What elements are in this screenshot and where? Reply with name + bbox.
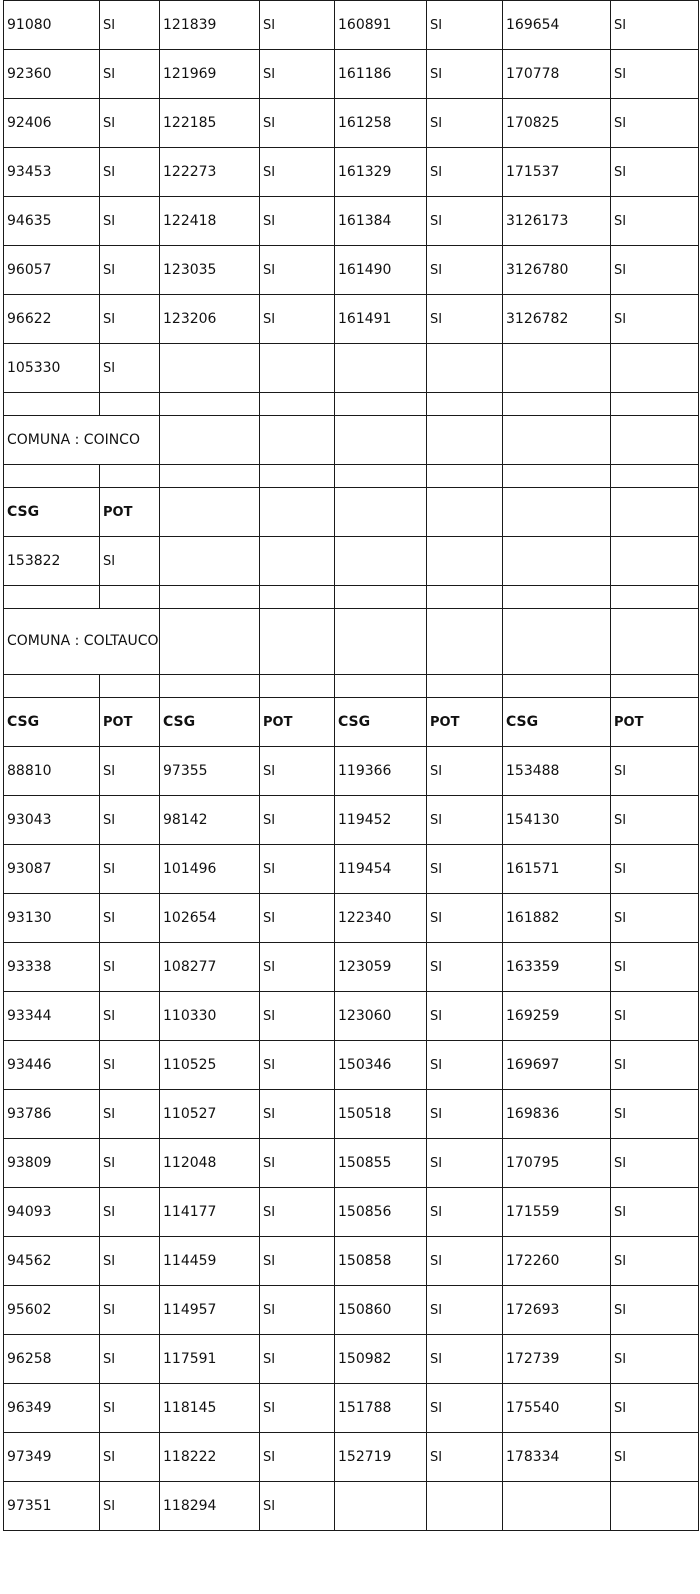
pot-cell: SI [260,894,335,943]
csg-cell: 170778 [503,50,611,99]
csg-cell: 119454 [335,845,427,894]
pot-cell: SI [611,197,699,246]
csg-cell: 117591 [160,1335,260,1384]
pot-cell: SI [100,1286,160,1335]
csg-cell: 169654 [503,1,611,50]
pot-cell: SI [100,1482,160,1531]
pot-cell: SI [260,1433,335,1482]
pot-cell: SI [260,1090,335,1139]
csg-cell: 121969 [160,50,260,99]
pot-cell: SI [260,1384,335,1433]
empty-cell [160,537,260,586]
pot-cell: SI [260,295,335,344]
csg-cell: 96258 [4,1335,100,1384]
pot-cell: SI [260,747,335,796]
pot-cell: SI [611,1139,699,1188]
pot-cell: SI [100,1433,160,1482]
empty-cell [260,675,335,698]
csg-cell: 114459 [160,1237,260,1286]
csg-cell: 123060 [335,992,427,1041]
comuna-title: COMUNA : COINCO [4,416,160,465]
csg-cell: 171537 [503,148,611,197]
pot-cell: SI [260,1335,335,1384]
csg-cell: 150518 [335,1090,427,1139]
header-row [4,488,699,537]
pot-cell [611,1482,699,1531]
csg-cell [335,1482,427,1531]
comuna-title: COMUNA : COLTAUCO [4,609,160,675]
csg-cell: 110525 [160,1041,260,1090]
csg-cell [335,344,427,393]
pot-cell: SI [611,747,699,796]
pot-cell: SI [427,796,503,845]
spacer-row [4,586,699,609]
table-row [4,1090,699,1139]
table-row [4,1286,699,1335]
pot-cell: SI [427,1,503,50]
pot-cell: SI [427,1433,503,1482]
pot-cell: SI [100,1384,160,1433]
empty-cell [503,675,611,698]
csg-cell: 172693 [503,1286,611,1335]
csg-cell: 97349 [4,1433,100,1482]
pot-cell: SI [427,246,503,295]
table-row [4,1384,699,1433]
csg-cell: 93344 [4,992,100,1041]
csg-cell: 95602 [4,1286,100,1335]
pot-cell: SI [260,246,335,295]
csg-cell: 172739 [503,1335,611,1384]
empty-cell [160,586,260,609]
pot-cell: SI [100,1041,160,1090]
csg-cell: 152719 [335,1433,427,1482]
csg-cell: 123059 [335,943,427,992]
pot-cell: SI [611,99,699,148]
pot-cell: SI [611,894,699,943]
pot-cell [427,1482,503,1531]
empty-cell [335,537,427,586]
csg-cell: 3126782 [503,295,611,344]
csg-cell: 94093 [4,1188,100,1237]
empty-cell [160,465,260,488]
csg-cell: 93130 [4,894,100,943]
empty-cell [611,586,699,609]
pot-header: POT [260,698,335,747]
table-row [4,1482,699,1531]
csg-cell: 102654 [160,894,260,943]
comuna-row [4,609,699,675]
empty-cell [4,675,100,698]
spacer-row [4,675,699,698]
empty-cell [335,586,427,609]
pot-cell: SI [100,537,160,586]
pot-cell: SI [611,1188,699,1237]
csg-cell: 170825 [503,99,611,148]
pot-cell: SI [100,1237,160,1286]
pot-cell: SI [100,943,160,992]
pot-header: POT [100,488,160,537]
csg-cell [503,344,611,393]
csg-cell: 150855 [335,1139,427,1188]
csg-cell: 91080 [4,1,100,50]
empty-cell [160,675,260,698]
csg-cell: 93446 [4,1041,100,1090]
pot-cell: SI [260,943,335,992]
table-row [4,295,699,344]
empty-cell [427,416,503,465]
pot-cell: SI [427,894,503,943]
pot-cell: SI [260,99,335,148]
pot-cell: SI [427,992,503,1041]
pot-cell: SI [260,1139,335,1188]
empty-cell [427,465,503,488]
pot-cell: SI [611,992,699,1041]
pot-cell: SI [100,1188,160,1237]
pot-cell: SI [260,1,335,50]
pot-cell: SI [260,148,335,197]
empty-cell [503,537,611,586]
empty-cell [4,586,100,609]
csg-cell [503,1482,611,1531]
csg-cell: 105330 [4,344,100,393]
empty-cell [100,675,160,698]
pot-cell: SI [100,197,160,246]
empty-cell [611,465,699,488]
csg-cell: 118145 [160,1384,260,1433]
csg-header: CSG [503,698,611,747]
empty-cell [4,465,100,488]
pot-cell: SI [427,747,503,796]
empty-cell [611,488,699,537]
table-row [4,1139,699,1188]
pot-cell: SI [611,1433,699,1482]
csg-cell: 169836 [503,1090,611,1139]
table-row [4,894,699,943]
table-row [4,344,699,393]
csg-cell: 121839 [160,1,260,50]
table-row [4,1433,699,1482]
pot-cell: SI [427,1041,503,1090]
csg-cell: 96349 [4,1384,100,1433]
csg-cell: 110527 [160,1090,260,1139]
csg-cell: 118222 [160,1433,260,1482]
comuna-row [4,416,699,465]
empty-cell [427,586,503,609]
pot-cell: SI [100,845,160,894]
csg-cell: 170795 [503,1139,611,1188]
pot-cell: SI [427,1286,503,1335]
csg-cell: 172260 [503,1237,611,1286]
table-row [4,845,699,894]
pot-cell: SI [100,246,160,295]
empty-cell [611,675,699,698]
csg-cell: 169697 [503,1041,611,1090]
csg-cell: 153822 [4,537,100,586]
csg-cell: 122418 [160,197,260,246]
csg-cell: 161490 [335,246,427,295]
pot-cell: SI [427,1335,503,1384]
csg-cell: 123206 [160,295,260,344]
csg-cell: 122340 [335,894,427,943]
table-row [4,943,699,992]
empty-cell [611,416,699,465]
csg-cell: 150856 [335,1188,427,1237]
empty-cell [4,393,100,416]
empty-cell [427,609,503,675]
empty-cell [260,609,335,675]
csg-cell: 3126780 [503,246,611,295]
spacer-row [4,465,699,488]
empty-cell [160,488,260,537]
pot-cell: SI [260,845,335,894]
empty-cell [260,488,335,537]
csg-cell: 118294 [160,1482,260,1531]
empty-cell [335,609,427,675]
pot-cell: SI [100,295,160,344]
pot-header: POT [611,698,699,747]
empty-cell [160,416,260,465]
pot-cell: SI [427,1188,503,1237]
csg-cell: 161384 [335,197,427,246]
pot-cell: SI [260,50,335,99]
pot-cell: SI [427,1139,503,1188]
empty-cell [503,416,611,465]
pot-cell: SI [427,197,503,246]
pot-cell: SI [611,50,699,99]
pot-cell: SI [100,1090,160,1139]
empty-cell [427,488,503,537]
pot-cell [427,344,503,393]
empty-cell [100,586,160,609]
pot-cell: SI [611,1090,699,1139]
pot-cell: SI [611,1,699,50]
empty-cell [611,537,699,586]
csg-cell: 93453 [4,148,100,197]
empty-cell [503,488,611,537]
csg-cell: 94562 [4,1237,100,1286]
csg-cell [160,344,260,393]
csg-cell: 119452 [335,796,427,845]
pot-cell: SI [260,1237,335,1286]
pot-cell: SI [427,99,503,148]
empty-cell [503,609,611,675]
table-row [4,537,699,586]
csg-header: CSG [335,698,427,747]
empty-cell [427,393,503,416]
pot-cell: SI [611,1286,699,1335]
csg-cell: 112048 [160,1139,260,1188]
pot-cell: SI [427,50,503,99]
csg-cell: 97351 [4,1482,100,1531]
csg-cell: 150346 [335,1041,427,1090]
csg-cell: 122185 [160,99,260,148]
csg-cell: 150982 [335,1335,427,1384]
csg-cell: 93338 [4,943,100,992]
empty-cell [100,465,160,488]
table-row [4,246,699,295]
csg-cell: 161186 [335,50,427,99]
csg-cell: 98142 [160,796,260,845]
csg-cell: 178334 [503,1433,611,1482]
empty-cell [260,537,335,586]
pot-cell: SI [260,1286,335,1335]
csg-cell: 88810 [4,747,100,796]
empty-cell [100,393,160,416]
table-row [4,50,699,99]
table-row [4,1335,699,1384]
pot-cell: SI [100,1,160,50]
csg-header: CSG [4,488,100,537]
csg-cell: 161491 [335,295,427,344]
table-row [4,99,699,148]
pot-cell: SI [100,148,160,197]
pot-cell: SI [611,1384,699,1433]
csg-cell: 96057 [4,246,100,295]
csg-cell: 153488 [503,747,611,796]
empty-cell [335,393,427,416]
empty-cell [160,609,260,675]
pot-header: POT [427,698,503,747]
csg-cell: 150858 [335,1237,427,1286]
csg-cell: 108277 [160,943,260,992]
csg-cell: 93043 [4,796,100,845]
header-row [4,698,699,747]
pot-cell: SI [100,894,160,943]
csg-cell: 93087 [4,845,100,894]
empty-cell [335,416,427,465]
pot-cell: SI [427,1090,503,1139]
csg-cell: 175540 [503,1384,611,1433]
csg-cell: 171559 [503,1188,611,1237]
csg-header: CSG [4,698,100,747]
empty-cell [427,675,503,698]
csg-cell: 163359 [503,943,611,992]
csg-cell: 93809 [4,1139,100,1188]
pot-cell: SI [611,796,699,845]
empty-cell [335,675,427,698]
pot-cell: SI [427,845,503,894]
csg-cell: 150860 [335,1286,427,1335]
empty-cell [427,537,503,586]
pot-cell: SI [100,344,160,393]
csg-cell: 161258 [335,99,427,148]
csg-pot-table [3,0,699,1531]
pot-cell: SI [427,1237,503,1286]
empty-cell [160,393,260,416]
csg-cell: 123035 [160,246,260,295]
pot-cell [611,344,699,393]
table-row [4,197,699,246]
pot-cell: SI [100,992,160,1041]
pot-cell: SI [100,747,160,796]
csg-header: CSG [160,698,260,747]
spacer-row [4,393,699,416]
pot-cell: SI [611,1335,699,1384]
pot-cell: SI [100,796,160,845]
empty-cell [335,465,427,488]
table-row [4,1237,699,1286]
pot-cell: SI [427,148,503,197]
pot-cell: SI [611,943,699,992]
pot-cell: SI [427,943,503,992]
document-page [3,0,698,1531]
empty-cell [611,609,699,675]
csg-cell: 154130 [503,796,611,845]
pot-cell: SI [427,1384,503,1433]
pot-cell: SI [611,1041,699,1090]
pot-cell: SI [611,295,699,344]
csg-cell: 94635 [4,197,100,246]
pot-cell [260,344,335,393]
pot-header: POT [100,698,160,747]
csg-cell: 114177 [160,1188,260,1237]
csg-cell: 92406 [4,99,100,148]
empty-cell [503,465,611,488]
csg-cell: 169259 [503,992,611,1041]
pot-cell: SI [260,796,335,845]
csg-cell: 161571 [503,845,611,894]
empty-cell [260,416,335,465]
csg-cell: 151788 [335,1384,427,1433]
pot-cell: SI [100,99,160,148]
pot-cell: SI [260,1041,335,1090]
table-row [4,1,699,50]
pot-cell: SI [260,992,335,1041]
pot-cell: SI [611,845,699,894]
csg-cell: 160891 [335,1,427,50]
pot-cell: SI [100,1139,160,1188]
csg-cell: 97355 [160,747,260,796]
pot-cell: SI [260,1188,335,1237]
empty-cell [335,488,427,537]
csg-cell: 161882 [503,894,611,943]
table-row [4,747,699,796]
empty-cell [503,586,611,609]
table-row [4,992,699,1041]
csg-cell: 96622 [4,295,100,344]
pot-cell: SI [260,1482,335,1531]
empty-cell [260,393,335,416]
pot-cell: SI [611,1237,699,1286]
csg-cell: 92360 [4,50,100,99]
table-row [4,1188,699,1237]
pot-cell: SI [260,197,335,246]
csg-cell: 161329 [335,148,427,197]
table-row [4,796,699,845]
csg-cell: 114957 [160,1286,260,1335]
csg-cell: 110330 [160,992,260,1041]
table-row [4,1041,699,1090]
csg-cell: 122273 [160,148,260,197]
pot-cell: SI [100,50,160,99]
csg-cell: 119366 [335,747,427,796]
empty-cell [260,465,335,488]
table-row [4,148,699,197]
empty-cell [503,393,611,416]
empty-cell [260,586,335,609]
pot-cell: SI [100,1335,160,1384]
pot-cell: SI [427,295,503,344]
csg-cell: 101496 [160,845,260,894]
csg-cell: 3126173 [503,197,611,246]
empty-cell [611,393,699,416]
pot-cell: SI [611,246,699,295]
pot-cell: SI [611,148,699,197]
csg-cell: 93786 [4,1090,100,1139]
